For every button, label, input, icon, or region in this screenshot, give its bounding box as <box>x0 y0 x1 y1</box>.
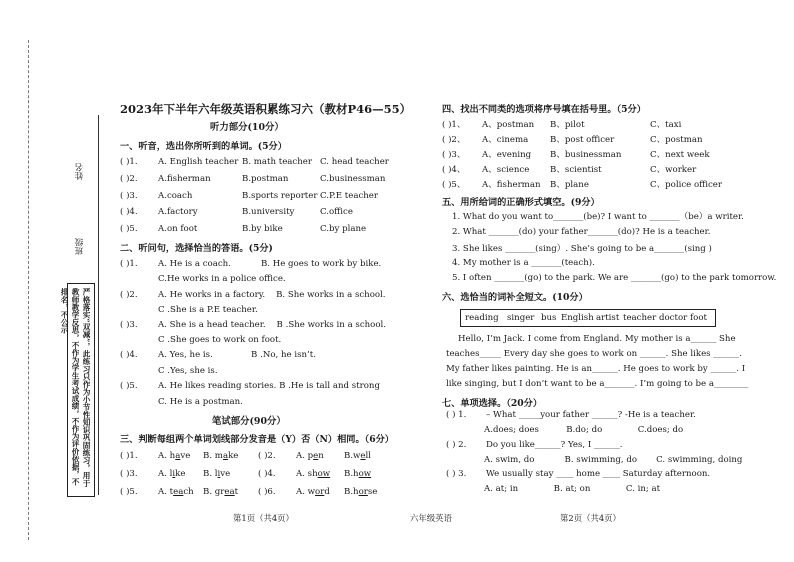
option-b: B、post officer <box>550 135 615 145</box>
option-a: A.on foot <box>158 224 198 234</box>
option-b: B.university <box>242 207 295 217</box>
option-c: C. head teacher <box>320 157 389 167</box>
word-a: A. pen <box>296 451 324 461</box>
word-bank-item: foot <box>690 313 707 323</box>
option-c: C.businessman <box>320 174 386 184</box>
options-ab: A. Yes, he is. B .No, he isn’t. <box>158 350 316 360</box>
word-bank-item: doctor <box>659 313 688 323</box>
option-a: A、fisherman <box>482 180 541 190</box>
question-number: ( )4. <box>120 350 138 360</box>
page-number-left: 第1页（共4页） <box>233 513 294 523</box>
option-c: C、next week <box>650 150 710 160</box>
word-bank-item: reading <box>465 313 499 323</box>
option-c: C、police officer <box>650 180 723 190</box>
option-a: A、science <box>482 165 530 175</box>
option-a: A、evening <box>482 150 532 160</box>
option-a: A. English teacher <box>158 157 239 167</box>
section-3-heading: 三、判断每组两个单词划线部分发音是（Y）否（N）相同。（6分） <box>120 434 394 445</box>
option-c: C.P.E teacher <box>320 191 378 201</box>
question-number: ( )3. <box>120 320 138 330</box>
question-number: ( )2. <box>120 290 138 300</box>
section-4-heading: 四、找出不同类的选项将序号填在括号里。（5分） <box>442 104 646 115</box>
word-b: B. live <box>203 469 231 479</box>
option-b: B、pilot <box>550 120 585 130</box>
option-c: C .Yes, she is. <box>158 366 218 376</box>
options-ab: A. She is a head teacher. B .She works in a school. <box>158 320 387 330</box>
question-number: ( )4. <box>258 469 276 479</box>
option-b: B.by bike <box>242 224 283 234</box>
option-b: B.sports reporter <box>242 191 318 201</box>
option-b: B、plane <box>550 180 589 190</box>
page-title: 2023年下半年六年级英语积累练习六（教材P46—55） <box>120 102 412 116</box>
word-b: B.how <box>344 469 372 479</box>
section-1-heading: 一、听音，选出你所听到的单词。(5分） <box>120 141 287 152</box>
option-c: C、postman <box>650 135 703 145</box>
options-ab: A. He likes reading stories. B .He is tall and strong <box>158 381 380 391</box>
word-bank-item: artist <box>596 313 620 323</box>
cut-line <box>28 40 29 540</box>
word-bank-item: teacher <box>623 313 657 323</box>
passage-line-4: like singing, but I don’t want to be a_______. I’m going to be a________ <box>446 379 749 389</box>
policy-notice: 严格落实“双减”，此练习只作为小节性知识巩固练习，用于教师教学反思，不作为学生考试成绩，不作为评价依据，不排名，不公示 <box>60 288 91 487</box>
question-number: ( ) 3. <box>446 469 467 479</box>
fill-line-2: 2. What _______(do) your father_______(do)? He is a teacher. <box>452 227 711 237</box>
word-b: B. great <box>203 487 239 497</box>
question-number: ( )1. <box>120 259 138 269</box>
option-c: C. He is a postman. <box>158 397 243 407</box>
fill-line-4: 4. My mother is a _______(teach). <box>452 258 595 268</box>
question-text: Do you like______? Yes, I ______. <box>486 440 623 450</box>
question-number: ( )2、 <box>442 135 466 145</box>
question-number: ( )5. <box>120 224 138 234</box>
question-number: ( )5、 <box>442 180 466 190</box>
option-c: C.by plane <box>320 224 367 234</box>
option-a: A.coach <box>158 191 193 201</box>
passage-line-1: Hello, I’m Jack. I come from England. My mother is a______ She <box>458 334 736 344</box>
word-b: B.horse <box>344 487 378 497</box>
option-b: B.postman <box>242 174 289 184</box>
section-2-heading: 二、听问句，选择恰当的答语。(5分) <box>120 243 273 254</box>
word-bank <box>460 309 716 327</box>
question-options: A.does; does B.do; do C.does; do <box>484 425 684 435</box>
option-b: B、scientist <box>550 165 602 175</box>
option-c: C .She goes to work on foot. <box>158 335 282 345</box>
word-a: A. teach <box>158 487 194 497</box>
question-number: ( ) 1. <box>446 410 467 420</box>
option-c: C.He works in a police office. <box>158 274 286 284</box>
fill-line-3: 3. She likes _______(sing）. She’s going to be a_______(sing ) <box>452 244 712 254</box>
option-b: B. math teacher <box>242 157 312 167</box>
question-text: – What _____your father ______? -He is a teacher. <box>486 410 696 420</box>
options-ab: A. He works in a factory. B. She works in a school. <box>158 290 386 300</box>
written-part: 笔试部分(90分） <box>212 416 286 427</box>
question-options: A. at; in B. at; on C. in; at <box>484 484 661 494</box>
margin-rule <box>98 115 99 495</box>
question-number: ( )2. <box>120 174 138 184</box>
listening-part: 听力部分(10分） <box>210 122 284 133</box>
passage-line-2: teaches_____ Every day she goes to work on ______. She likes ______. <box>446 349 742 359</box>
passage-line-3: My father likes painting. He is an______. He goes to work by ______. I <box>446 364 746 374</box>
section-7-heading: 七、单项选择。（20分） <box>442 398 543 409</box>
word-bank-item: English <box>561 313 594 323</box>
question-number: ( ) 2. <box>446 440 467 450</box>
name-label: 姓名 <box>75 163 85 180</box>
question-number: ( )1. <box>120 157 138 167</box>
question-text: We usually stay ____ home ____ Saturday afternoon. <box>486 469 711 479</box>
question-number: ( )3. <box>120 469 138 479</box>
word-b: B. make <box>203 451 239 461</box>
question-options: A. swim, do B. swimming, do C. swimming, doing <box>484 455 743 465</box>
option-a: A.factory <box>158 207 198 217</box>
page-number-right: 第2页（共4页） <box>560 513 621 523</box>
question-number: ( )2. <box>258 451 276 461</box>
option-c: C .She is a P.E teacher. <box>158 305 258 315</box>
question-number: ( )1. <box>120 451 138 461</box>
option-c: C.office <box>320 207 353 217</box>
policy-notice-box <box>60 283 95 497</box>
question-number: ( )3. <box>120 191 138 201</box>
word-bank-item: bus <box>541 313 557 323</box>
question-number: ( )1、 <box>442 120 466 130</box>
question-number: ( )4. <box>120 207 138 217</box>
section-5-heading: 五、用所给词的正确形式填空。(9分） <box>442 197 600 208</box>
fill-line-1: 1. What do you want to_______(be)? I want to _______（be）a writer. <box>452 212 744 222</box>
question-number: ( )5. <box>120 381 138 391</box>
section-6-heading: 六、选恰当的词补全短文。(10分） <box>442 292 588 303</box>
question-number: ( )3、 <box>442 150 466 160</box>
class-label: 班级 <box>75 238 85 255</box>
word-b: B.well <box>344 451 371 461</box>
footer-subject: 六年级英语 <box>410 513 452 523</box>
question-number: ( )5. <box>120 487 138 497</box>
question-number: ( )4、 <box>442 165 466 175</box>
word-a: A. show <box>296 469 331 479</box>
option-a: A.fisherman <box>158 174 211 184</box>
question-number: ( )6. <box>258 487 276 497</box>
word-a: A. like <box>158 469 186 479</box>
word-bank-item: singer <box>507 313 535 323</box>
fill-line-5: 5. I often _______(go) to the park. We are _______(go) to the park tomorrow. <box>452 273 777 283</box>
option-c: C、worker <box>650 165 697 175</box>
option-a: A、cinema <box>482 135 529 145</box>
option-c: C、taxi <box>650 120 682 130</box>
word-a: A. word <box>296 487 330 497</box>
word-a: A. have <box>158 451 191 461</box>
option-a: A、postman <box>482 120 535 130</box>
options-ab: A. He is a coach. B. He goes to work by bike. <box>158 259 382 269</box>
option-b: B、businessman <box>550 150 622 160</box>
